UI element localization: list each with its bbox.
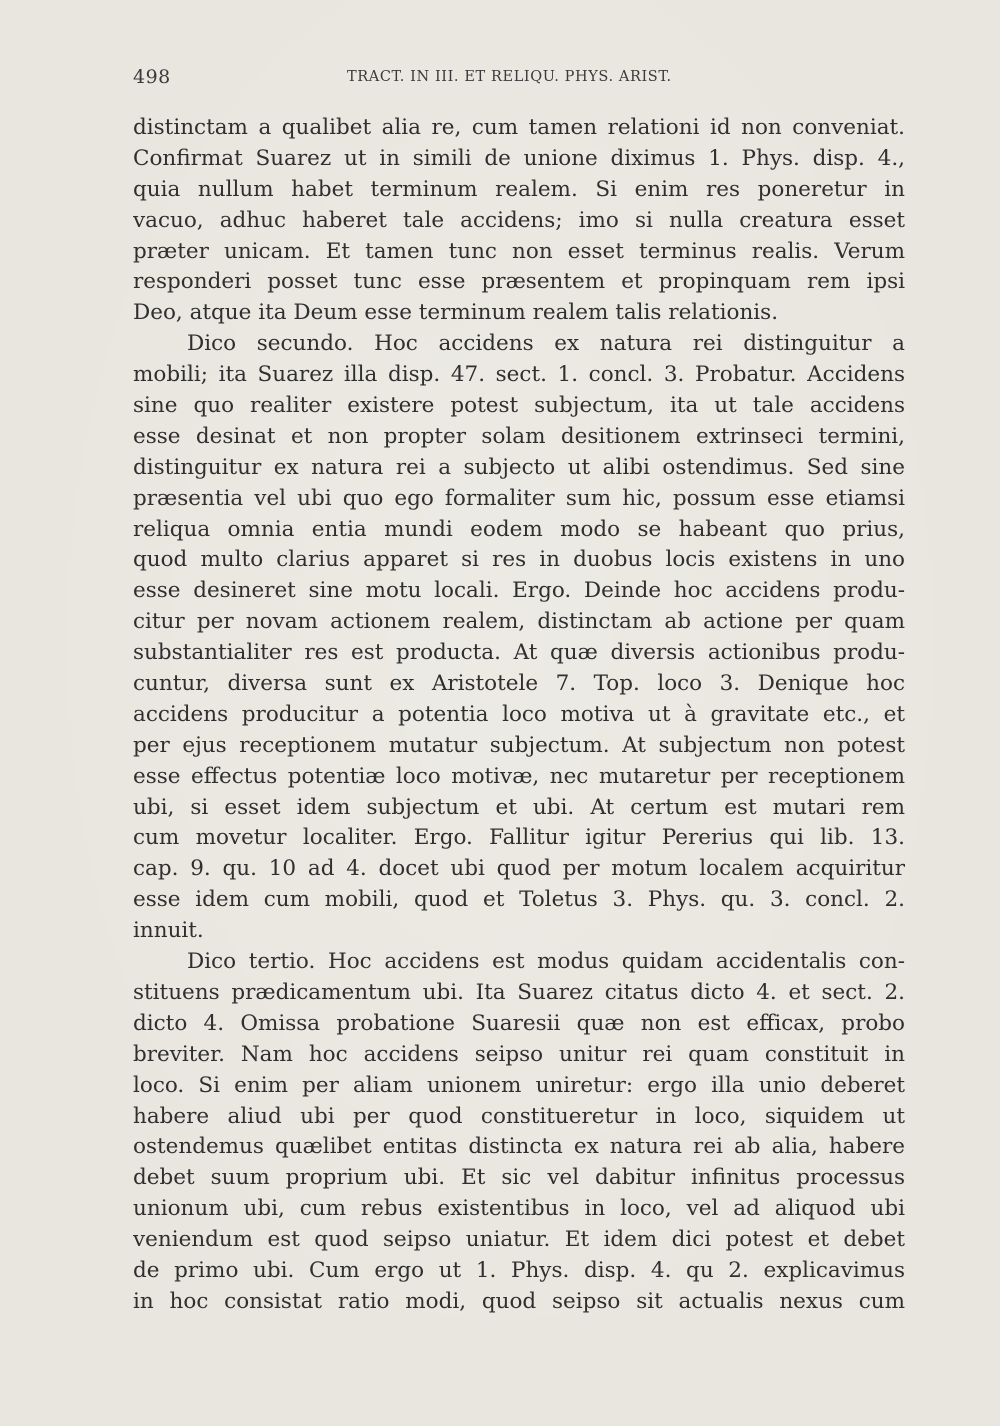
text-line: stituens prædicamentum ubi. Ita Suarez citatus dicto 4. et sect. 2. (133, 979, 905, 1005)
text-line: ubi, si esset idem subjectum et ubi. At certum est mutari rem (133, 794, 905, 820)
text-line: mobili; ita Suarez illa disp. 47. sect. 1. concl. 3. Probatur. Accidens (133, 362, 905, 388)
text-line: distinguitur ex natura rei a subjecto ut alibi ostendimus. Sed sine (133, 454, 905, 480)
text-line: præsentia vel ubi quo ego formaliter sum hic, possum esse etiamsi (133, 485, 905, 511)
text-line: accidens producitur a potentia loco motiva ut à gravitate etc., et (133, 701, 905, 727)
text-line: esse desineret sine motu locali. Ergo. Deinde hoc accidens produ- (133, 578, 905, 604)
text-line: quod multo clarius apparet si res in duobus locis existens in uno (133, 547, 905, 573)
text-line: quia nullum habet terminum realem. Si enim res poneretur in (133, 176, 905, 202)
text-line: in hoc consistat ratio modi, quod seipso sit actualis nexus cum (133, 1288, 905, 1314)
page-header (133, 66, 905, 92)
text-line: ostendemus quælibet entitas distincta ex natura rei ab alia, habere (133, 1134, 905, 1160)
text-line: substantialiter res est producta. At quæ diversis actionibus produ- (133, 640, 905, 666)
text-line: unionum ubi, cum rebus existentibus in loco, vel ad aliquod ubi (133, 1196, 905, 1222)
running-title: TRACT. IN III. ET RELIQU. PHYS. ARIST. (347, 69, 672, 85)
text-line: de primo ubi. Cum ergo ut 1. Phys. disp. 4. qu 2. explicavimus (133, 1257, 905, 1283)
text-line: Deo, atque ita Deum esse terminum realem talis relationis. (133, 300, 779, 326)
text-line: cuntur, diversa sunt ex Aristotele 7. Top. loco 3. Denique hoc (133, 671, 905, 697)
page-number: 498 (133, 66, 171, 88)
paragraph-start-line: Dico tertio. Hoc accidens est modus quidam accidentalis con- (187, 949, 905, 975)
text-line: Confirmat Suarez ut in simili de unione diximus 1. Phys. disp. 4., (133, 145, 905, 171)
text-line: breviter. Nam hoc accidens seipso unitur rei quam constituit in (133, 1041, 905, 1067)
text-line: esse idem cum mobili, quod et Toletus 3. Phys. qu. 3. concl. 2. (133, 887, 905, 913)
body-text (133, 113, 905, 1318)
text-line: loco. Si enim per aliam unionem uniretur: ergo illa unio deberet (133, 1072, 905, 1098)
text-line: reliqua omnia entia mundi eodem modo se habeant quo prius, (133, 516, 905, 542)
paragraph-start-line: Dico secundo. Hoc accidens ex natura rei distinguitur a (187, 331, 905, 357)
text-line: cum movetur localiter. Ergo. Fallitur igitur Pererius qui lib. 13. (133, 825, 905, 851)
text-line: esse desinat et non propter solam desitionem extrinseci termini, (133, 423, 905, 449)
text-line: præter unicam. Et tamen tunc non esset terminus realis. Verum (133, 238, 905, 264)
text-line: innuit. (133, 918, 204, 944)
text-line: responderi posset tunc esse præsentem et propinquam rem ipsi (133, 269, 905, 295)
text-line: dicto 4. Omissa probatione Suaresii quæ non est efficax, probo (133, 1010, 905, 1036)
text-line: habere aliud ubi per quod constitueretur in loco, siquidem ut (133, 1103, 905, 1129)
text-line: veniendum est quod seipso uniatur. Et idem dici potest et debet (133, 1227, 905, 1253)
text-line: esse effectus potentiæ loco motivæ, nec mutaretur per receptionem (133, 763, 905, 789)
text-line: debet suum proprium ubi. Et sic vel dabitur infinitus processus (133, 1165, 905, 1191)
text-line: cap. 9. qu. 10 ad 4. docet ubi quod per motum localem acquiritur (133, 856, 905, 882)
text-line: citur per novam actionem realem, distinctam ab actione per quam (133, 609, 905, 635)
text-line: vacuo, adhuc haberet tale accidens; imo si nulla creatura esset (133, 207, 905, 233)
text-line: sine quo realiter existere potest subjectum, ita ut tale accidens (133, 393, 905, 419)
text-line: distinctam a qualibet alia re, cum tamen relationi id non conveniat. (133, 115, 905, 140)
text-line: per ejus receptionem mutatur subjectum. At subjectum non potest (133, 732, 905, 758)
